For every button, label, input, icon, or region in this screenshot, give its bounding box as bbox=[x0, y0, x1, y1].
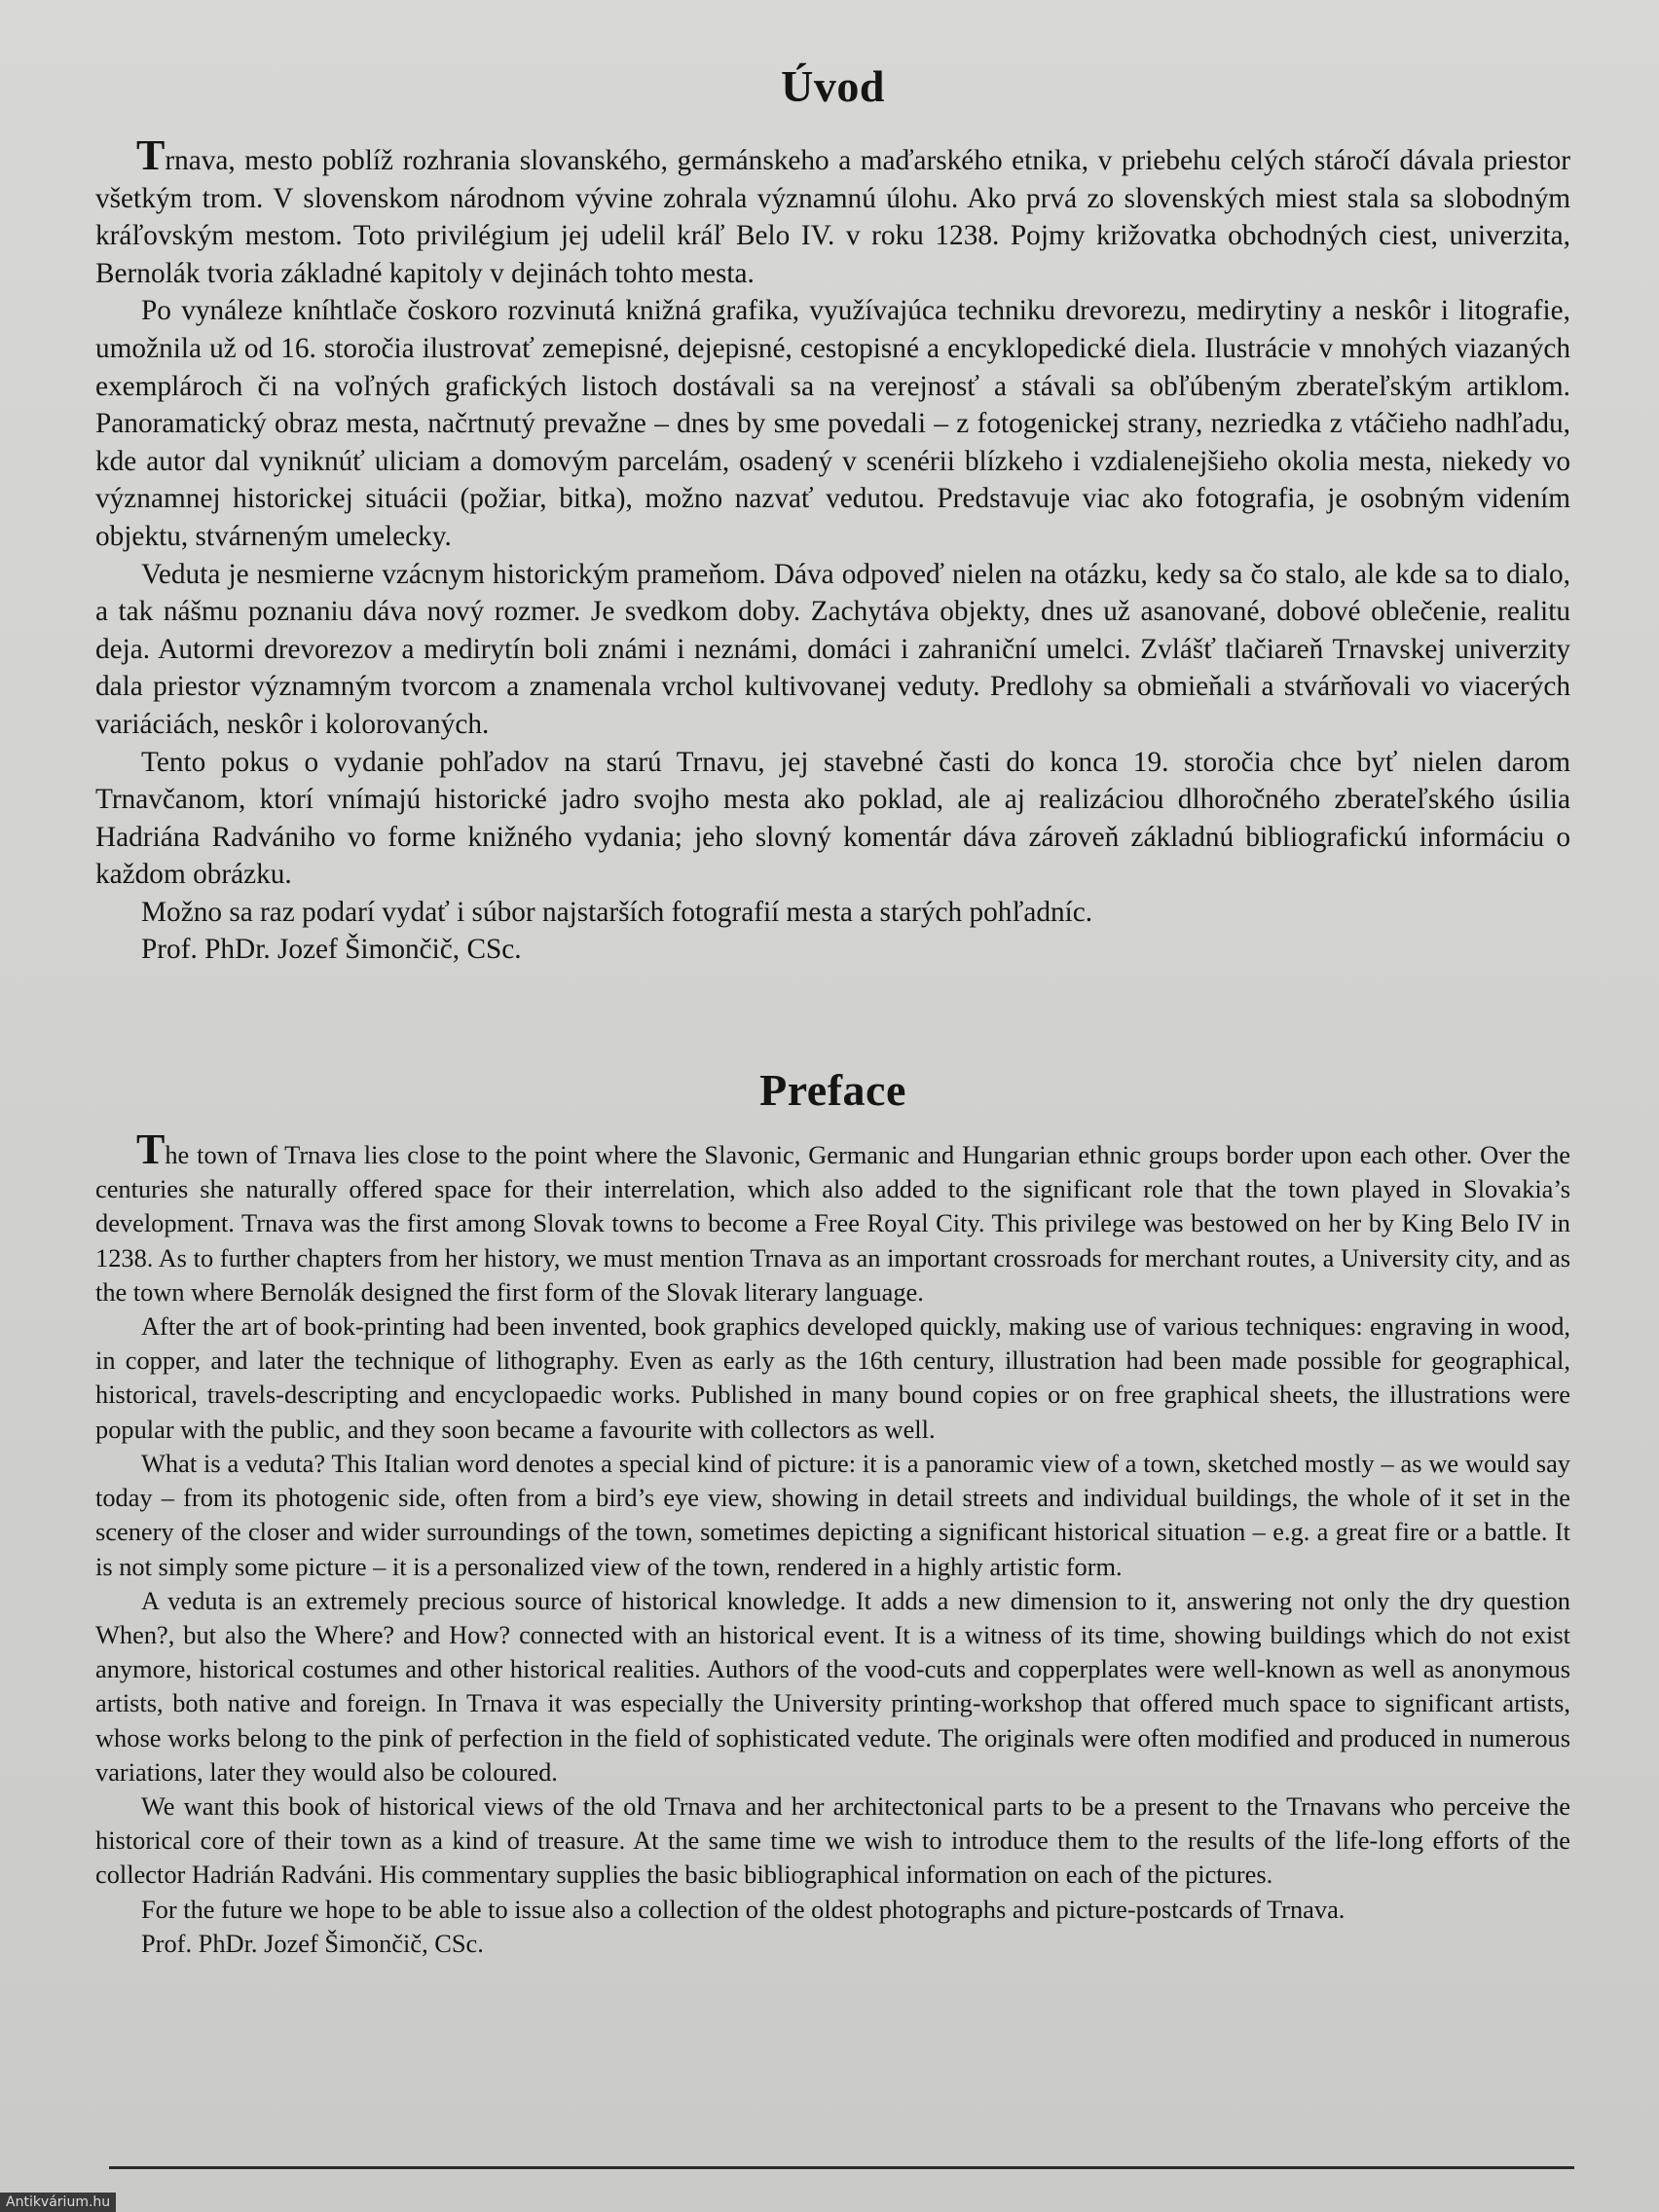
preface-title: Preface bbox=[759, 1065, 906, 1116]
bottom-rule bbox=[109, 2166, 1574, 2169]
paragraph-text: he town of Trnava lies close to the point where the Slavonic, Germanic and Hungarian ethnic groups border upon each other. Over the centuries she naturally offered space for their interrelation, which also added to the significant role that the town played in Slovakia’s development. Trnava was the first among Slovak towns to become a Free Royal City. This privilege was bestowed on her by King Belo IV in 1238. As to further chapters from her history, we must mention Trnava as an important crossroads for merchant routes, a University city, and as the town where Bernolák designed the first form of the Slovak literary language. bbox=[95, 1140, 1570, 1307]
preface-paragraph-2: After the art of book-printing had been invented, book graphics developed quickly, making use of various techniques: engraving in wood, in copper, and later the technique of lithography. Even as early as the 16th century, illustration had been made possible for geographical, historical, travels-descripting and encyclopaedic works. Published in many bound copies or on free graphical sheets, the illustrations were popular with the public, and they soon became a favourite with collectors as well. bbox=[95, 1311, 1570, 1444]
preface-paragraph-5: We want this book of historical views of the old Trnava and her architectonical parts to be a present to the Trnavans who perceive the historical core of their town as a kind of treasure. At the same time we wish to introduce them to the results of the life-long efforts of the collector Hadrián Radváni. His commentary supplies the basic bibliographical information on each of the pictures. bbox=[95, 1790, 1570, 1890]
drop-cap: T bbox=[136, 131, 166, 179]
uvod-body bbox=[95, 131, 1570, 969]
watermark: Antikvárium.hu bbox=[0, 2193, 116, 2212]
paragraph-text: rnava, mesto poblíž rozhrania slovanského, germánskeho a maďarského etnika, v priebehu celých stáročí dávala priestor všetkým trom. V slovenskom národnom vývine zohrala významnú úlohu. Ako prvá zo slovenských miest stala sa slobodným kráľovským mestom. Toto privilégium jej udelil kráľ Belo IV. v roku 1238. Pojmy križovatka obchodných ciest, univerzita, Bernolák tvoria základné kapitoly v dejinách tohto mesta. bbox=[95, 145, 1570, 289]
preface-paragraph-3: What is a veduta? This Italian word denotes a special kind of picture: it is a panoramic view of a town, sketched mostly – as we would say today – from its photogenic side, often from a bird’s eye view, showing in detail streets and individual buildings, the whole of it set in the scenery of the closer and wider surroundings of the town, sometimes depicting a significant historical situation – e.g. a great fire or a battle. It is not simply some picture – it is a personalized view of the town, rendered in a highly artistic form. bbox=[95, 1448, 1570, 1581]
document-page bbox=[95, 0, 1570, 1961]
uvod-paragraph-2: Po vynáleze kníhtlače čoskoro rozvinutá knižná grafika, využívajúca techniku drevorezu, medirytiny a neskôr i litografie, umožnila už od 16. storočia ilustrovať zemepisné, dejepisné, cestopisné a encyklopedické diela. Ilustrácie v mnohých viazaných exemplároch či na voľných grafických listoch dostávali sa na verejnosť a stávali sa obľúbeným zberateľským artiklom. Panoramatický obraz mesta, načrtnutý prevažne – dnes by sme povedali – z fotogenickej strany, nezriedka z vtáčieho nadhľadu, kde autor dal vyniknúť uliciam a domovým parcelám, osadený v scenérii blízkeho i vzdialenejšieho okolia mesta, niekedy vo významnej historickej situácii (požiar, bitka), možno nazvať vedutou. Predstavuje viac ako fotografia, je osobným videním objektu, stvárneným umelecky. bbox=[95, 295, 1570, 552]
uvod-signature: Prof. PhDr. Jozef Šimončič, CSc. bbox=[141, 934, 522, 966]
preface-body bbox=[95, 1125, 1570, 1961]
preface-paragraph-4: A veduta is an extremely precious source of historical knowledge. It adds a new dimension to it, answering not only the dry question When?, but also the Where? and How? connected with an historical event. It is a witness of its time, showing buildings which do not exist anymore, historical costumes and other historical realities. Authors of the vood-cuts and copperplates were well-known as well as anonymous artists, both native and foreign. In Trnava it was especially the University printing-workshop that offered much space to significant artists, whose works belong to the pink of perfection in the field of sophisticated vedute. The originals were often modified and produced in numerous variations, later they would also be coloured. bbox=[95, 1585, 1570, 1787]
preface-paragraph-1 bbox=[95, 1125, 1570, 1309]
uvod-paragraph-5: Možno sa raz podarí vydať i súbor najstarších fotografií mesta a starých pohľadníc. bbox=[141, 896, 1093, 928]
preface-paragraph-6: For the future we hope to be able to issue also a collection of the oldest photographs and picture-postcards of Trnava. bbox=[141, 1894, 1346, 1924]
uvod-paragraph-1 bbox=[95, 131, 1570, 292]
drop-cap: T bbox=[136, 1125, 166, 1174]
uvod-title: Úvod bbox=[781, 61, 885, 111]
uvod-paragraph-3: Veduta je nesmierne vzácnym historickým prameňom. Dáva odpoveď nielen na otázku, kedy sa čo stalo, ale kde sa to dialo, a tak nášmu poznaniu dáva nový rozmer. Je svedkom doby. Zachytáva objekty, dnes už asanované, dobové oblečenie, realitu deja. Autormi drevorezov a medirytín boli známi i neznámi, domáci i zahraniční umelci. Zvlášť tlačiareň Trnavskej univerzity dala priestor významným tvorcom a znamenala vrchol kultivovanej veduty. Predlohy sa obmieňali a stvárňovali vo viacerých variáciách, neskôr i kolorovaných. bbox=[95, 558, 1570, 740]
uvod-paragraph-4: Tento pokus o vydanie pohľadov na starú Trnavu, jej stavebné časti do konca 19. storočia chce byť nielen darom Trnavčanom, ktorí vnímajú historické jadro svojho mesta ako poklad, ale aj realizáciou dlhoročného zberateľského úsilia Hadriána Radvániho vo forme knižného vydania; jeho slovný komentár dáva zároveň základnú bibliografickú informáciu o každom obrázku. bbox=[95, 746, 1570, 891]
preface-signature: Prof. PhDr. Jozef Šimončič, CSc. bbox=[141, 1928, 484, 1958]
